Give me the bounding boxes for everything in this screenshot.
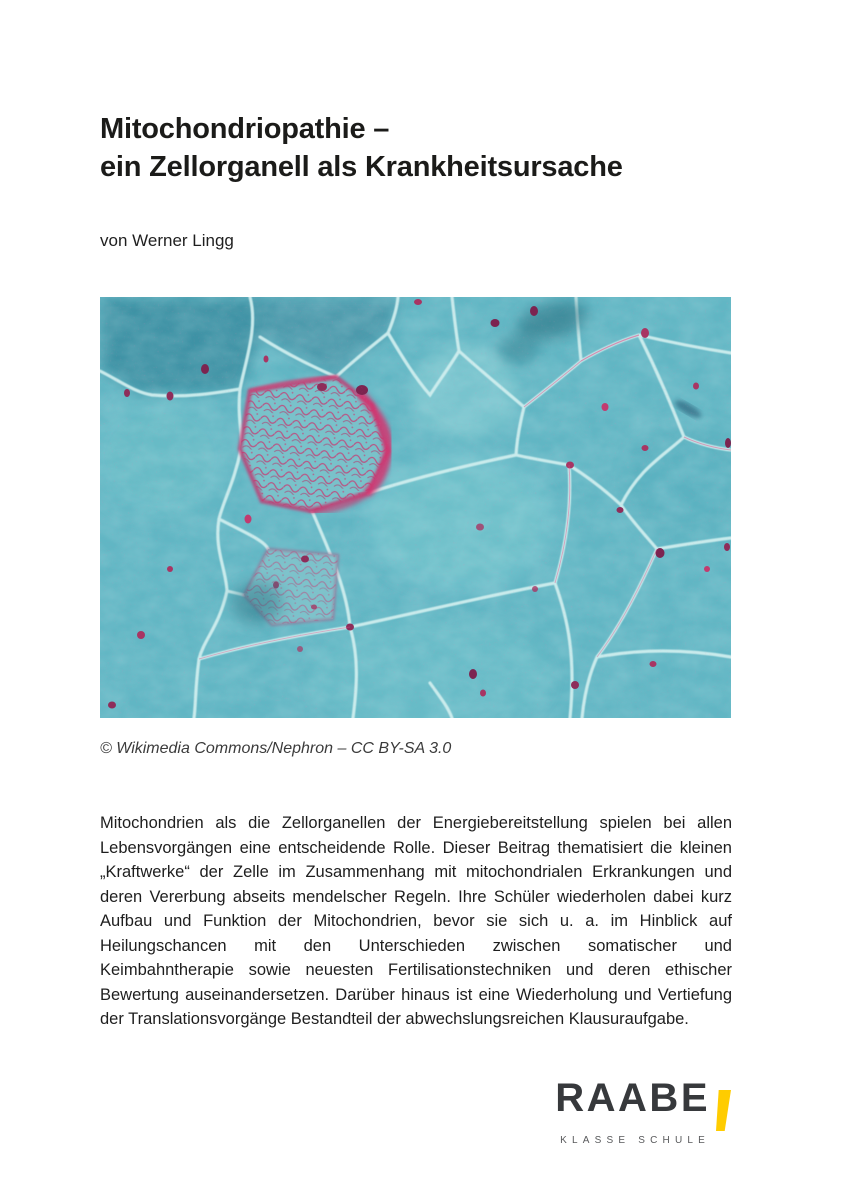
author-byline: von Werner Lingg [100, 231, 234, 250]
logo-brand-text: RAABE [555, 1076, 710, 1120]
page-title-line1: Mitochondriopathie – [100, 113, 390, 145]
raabe-logo [555, 1076, 731, 1146]
logo-comma-icon [716, 1090, 731, 1131]
logo-tagline: KLASSE SCHULE [560, 1135, 710, 1146]
intro-paragraph: Mitochondrien als die Zellorganellen der Energiebereitstellung spielen bei allen Lebensvorgängen eine entscheidende Rolle. Dieser Beitrag thematisiert die kleinen „Kraftwerke“ der Zelle im Zusammenhang mit mitochondrialen Erkrankungen und deren Vererbung abseits mendelscher Regeln. Ihre Schüler wiederholen dabei kurz Aufbau und Funktion der Mitochondrien, bevor sie sich u. a. im Hinblick auf Heilungschancen mit den Unterschieden zwischen somatischer und Keimbahntherapie sowie neuesten Fertilisationstechniken und deren ethischer Bewertung auseinandersetzen. Darüber hinaus ist eine Wiederholung und Vertiefung der Translationsvorgänge Bestandteil der abwechslungsreichen Klausuraufgabe. [100, 814, 732, 1028]
page-title-line2: ein Zellorganell als Krankheitsursache [100, 151, 623, 183]
page-title [100, 110, 740, 186]
figure-caption: © Wikimedia Commons/Nephron – CC BY-SA 3.0 [100, 740, 452, 757]
muscle-biopsy-illustration [100, 297, 731, 718]
muscle-biopsy-image [100, 297, 731, 718]
